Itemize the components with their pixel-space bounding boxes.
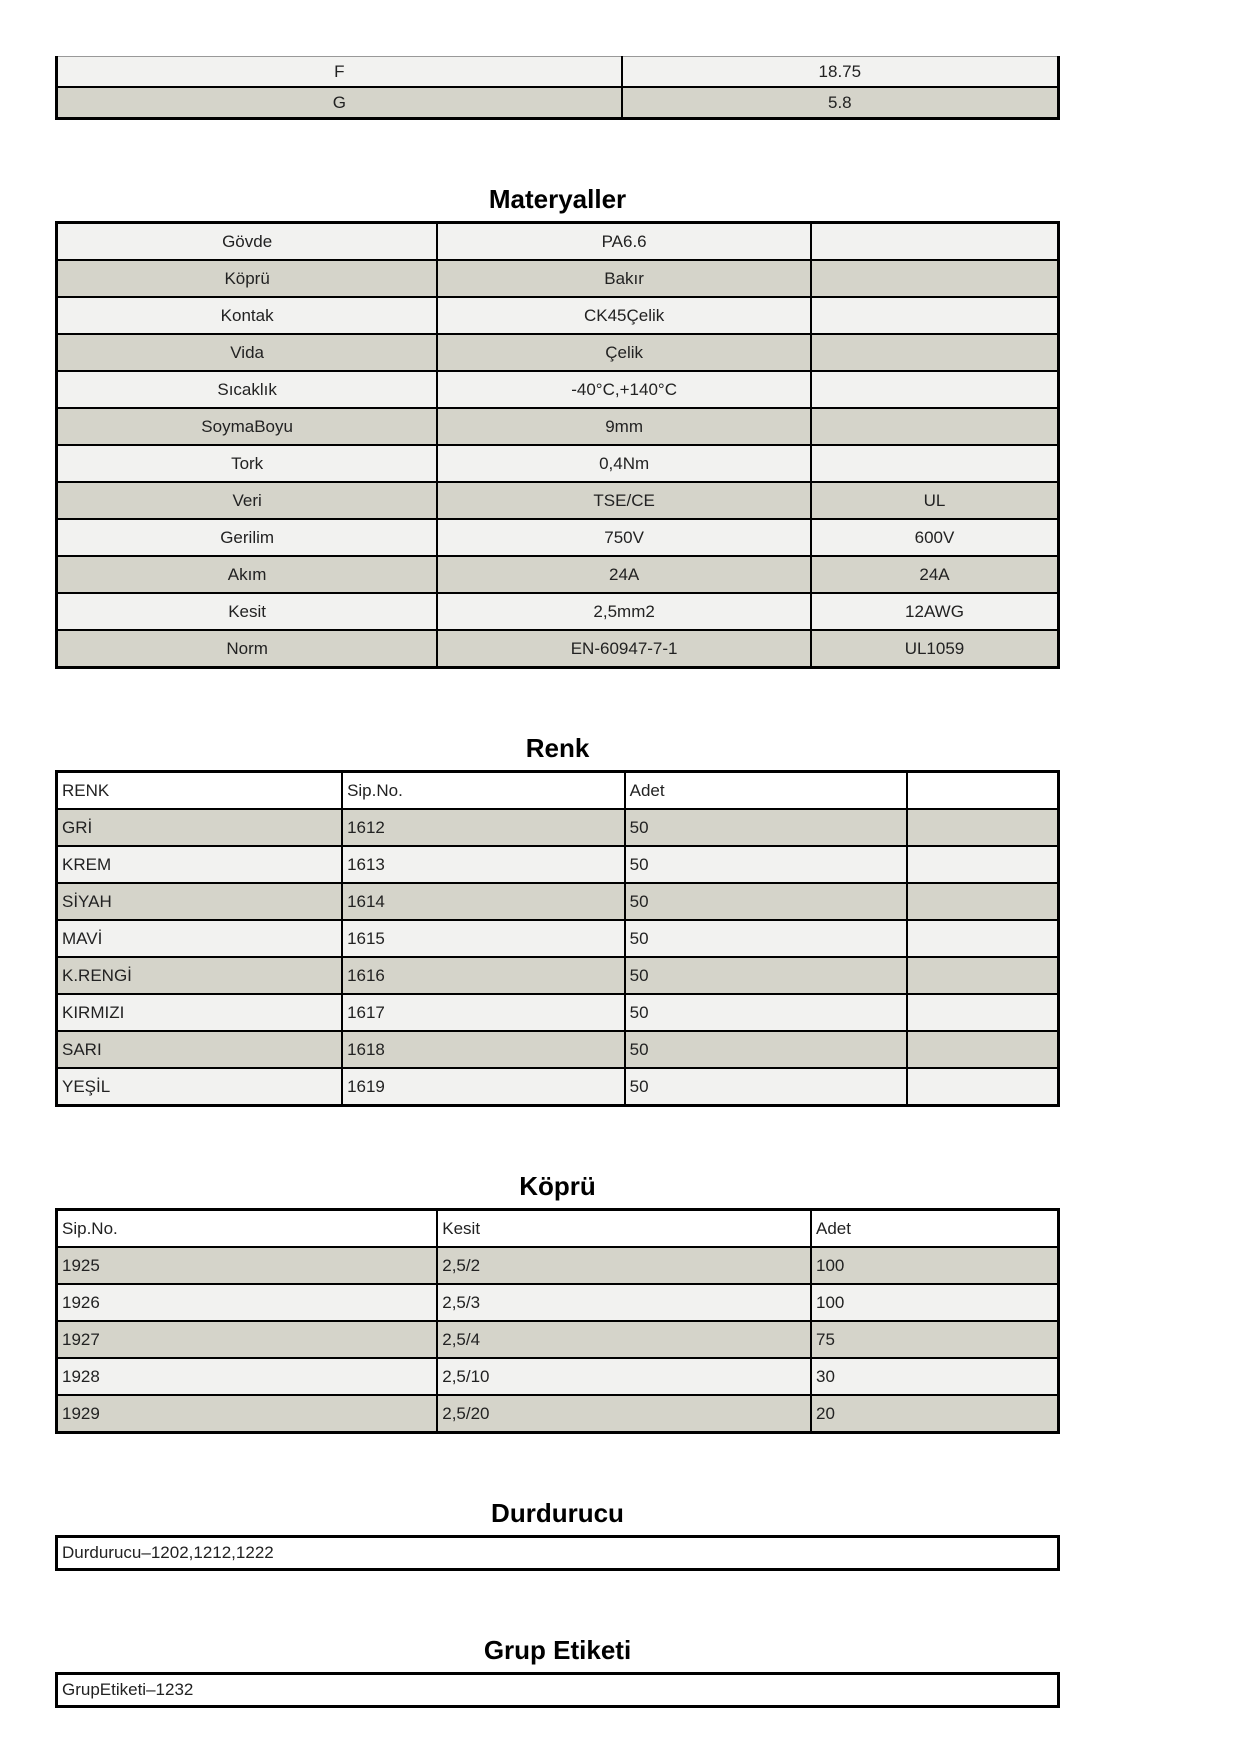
material-value-cell: CK45Çelik (437, 297, 811, 334)
quantity-cell: 50 (625, 846, 908, 883)
quantity-cell: 50 (625, 994, 908, 1031)
material-value-cell: Çelik (437, 334, 811, 371)
material-value-cell: Bakır (437, 260, 811, 297)
color-name-cell: KREM (57, 846, 343, 883)
column-header-sipno: Sip.No. (342, 772, 625, 810)
dimension-label-cell: G (57, 87, 622, 119)
material-extra-cell: 600V (811, 519, 1059, 556)
quantity-cell: 20 (811, 1395, 1059, 1433)
table-row (57, 846, 1059, 883)
quantity-cell: 50 (625, 1068, 908, 1106)
order-no-cell: 1613 (342, 846, 625, 883)
quantity-cell: 50 (625, 1031, 908, 1068)
material-label-cell: Tork (57, 445, 438, 482)
grup-etiketi-title: Grup Etiketi (483, 1635, 632, 1665)
order-no-cell: 1618 (342, 1031, 625, 1068)
table-header-row (57, 772, 1059, 810)
table-row (57, 809, 1059, 846)
material-value-cell: 2,5mm2 (437, 593, 811, 630)
materials-title: Materyaller (488, 184, 627, 214)
color-name-cell: K.RENGİ (57, 957, 343, 994)
material-extra-cell (811, 371, 1059, 408)
material-extra-cell (811, 260, 1059, 297)
order-no-cell: 1612 (342, 809, 625, 846)
color-name-cell: SİYAH (57, 883, 343, 920)
table-row (57, 482, 1059, 519)
material-label-cell: Veri (57, 482, 438, 519)
order-no-cell: 1619 (342, 1068, 625, 1106)
empty-cell (907, 994, 1058, 1031)
material-value-cell: 0,4Nm (437, 445, 811, 482)
material-label-cell: Akım (57, 556, 438, 593)
material-value-cell: -40°C,+140°C (437, 371, 811, 408)
table-row (57, 519, 1059, 556)
color-name-cell: KIRMIZI (57, 994, 343, 1031)
material-extra-cell: 24A (811, 556, 1059, 593)
quantity-cell: 50 (625, 920, 908, 957)
material-label-cell: Gövde (57, 223, 438, 261)
table-row (57, 957, 1059, 994)
column-header-empty (907, 772, 1058, 810)
grup-etiketi-box: GrupEtiketi–1232 (55, 1672, 1060, 1708)
table-row (57, 556, 1059, 593)
kopru-table (55, 1208, 1060, 1434)
empty-cell (907, 883, 1058, 920)
material-extra-cell: UL (811, 482, 1059, 519)
order-no-cell: 1925 (57, 1247, 438, 1284)
order-no-cell: 1926 (57, 1284, 438, 1321)
renk-title: Renk (525, 733, 590, 763)
material-label-cell: Vida (57, 334, 438, 371)
table-row (57, 1321, 1059, 1358)
table-row (57, 445, 1059, 482)
material-label-cell: Köprü (57, 260, 438, 297)
dimension-label-cell: F (57, 57, 622, 88)
empty-cell (907, 1068, 1058, 1106)
column-header-adet: Adet (811, 1210, 1059, 1248)
material-value-cell: PA6.6 (437, 223, 811, 261)
quantity-cell: 50 (625, 883, 908, 920)
dimension-value-cell: 18.75 (622, 57, 1059, 88)
table-row (57, 883, 1059, 920)
material-value-cell: 24A (437, 556, 811, 593)
material-value-cell: EN-60947-7-1 (437, 630, 811, 668)
table-row (57, 1247, 1059, 1284)
column-header-renk: RENK (57, 772, 343, 810)
order-no-cell: 1929 (57, 1395, 438, 1433)
table-row (57, 408, 1059, 445)
empty-cell (907, 920, 1058, 957)
table-row (57, 994, 1059, 1031)
material-label-cell: Gerilim (57, 519, 438, 556)
table-row (57, 1068, 1059, 1106)
column-header-kesit: Kesit (437, 1210, 811, 1248)
material-label-cell: SoymaBoyu (57, 408, 438, 445)
table-row (57, 334, 1059, 371)
cross-section-cell: 2,5/3 (437, 1284, 811, 1321)
order-no-cell: 1615 (342, 920, 625, 957)
material-value-cell: 750V (437, 519, 811, 556)
document-page (55, 56, 1060, 1708)
column-header-adet: Adet (625, 772, 908, 810)
cross-section-cell: 2,5/2 (437, 1247, 811, 1284)
empty-cell (907, 846, 1058, 883)
renk-table (55, 770, 1060, 1107)
cross-section-cell: 2,5/10 (437, 1358, 811, 1395)
order-no-cell: 1617 (342, 994, 625, 1031)
order-no-cell: 1928 (57, 1358, 438, 1395)
table-row (57, 593, 1059, 630)
cross-section-cell: 2,5/4 (437, 1321, 811, 1358)
material-extra-cell: 12AWG (811, 593, 1059, 630)
dimensions-table (55, 56, 1060, 120)
material-extra-cell: UL1059 (811, 630, 1059, 668)
material-label-cell: Sıcaklık (57, 371, 438, 408)
table-row (57, 297, 1059, 334)
material-value-cell: TSE/CE (437, 482, 811, 519)
table-row (57, 260, 1059, 297)
column-header-sipno: Sip.No. (57, 1210, 438, 1248)
durdurucu-box: Durdurucu–1202,1212,1222 (55, 1535, 1060, 1571)
empty-cell (907, 1031, 1058, 1068)
materials-table (55, 221, 1060, 669)
material-extra-cell (811, 297, 1059, 334)
order-no-cell: 1927 (57, 1321, 438, 1358)
table-row (57, 1031, 1059, 1068)
material-extra-cell (811, 445, 1059, 482)
table-row (57, 630, 1059, 668)
material-label-cell: Kesit (57, 593, 438, 630)
table-row (57, 371, 1059, 408)
dimension-value-cell: 5.8 (622, 87, 1059, 119)
empty-cell (907, 809, 1058, 846)
table-row (57, 87, 1059, 119)
table-header-row (57, 1210, 1059, 1248)
quantity-cell: 30 (811, 1358, 1059, 1395)
color-name-cell: MAVİ (57, 920, 343, 957)
quantity-cell: 50 (625, 809, 908, 846)
quantity-cell: 100 (811, 1247, 1059, 1284)
color-name-cell: GRİ (57, 809, 343, 846)
quantity-cell: 50 (625, 957, 908, 994)
material-label-cell: Kontak (57, 297, 438, 334)
table-row (57, 1395, 1059, 1433)
order-no-cell: 1614 (342, 883, 625, 920)
material-value-cell: 9mm (437, 408, 811, 445)
empty-cell (907, 957, 1058, 994)
cross-section-cell: 2,5/20 (437, 1395, 811, 1433)
material-extra-cell (811, 223, 1059, 261)
order-no-cell: 1616 (342, 957, 625, 994)
table-row (57, 1284, 1059, 1321)
table-row (57, 1358, 1059, 1395)
table-row (57, 920, 1059, 957)
kopru-title: Köprü (519, 1171, 596, 1201)
material-extra-cell (811, 334, 1059, 371)
material-extra-cell (811, 408, 1059, 445)
quantity-cell: 75 (811, 1321, 1059, 1358)
table-row (57, 223, 1059, 261)
quantity-cell: 100 (811, 1284, 1059, 1321)
color-name-cell: YEŞİL (57, 1068, 343, 1106)
table-row (57, 57, 1059, 88)
durdurucu-title: Durdurucu (491, 1498, 624, 1528)
material-label-cell: Norm (57, 630, 438, 668)
color-name-cell: SARI (57, 1031, 343, 1068)
